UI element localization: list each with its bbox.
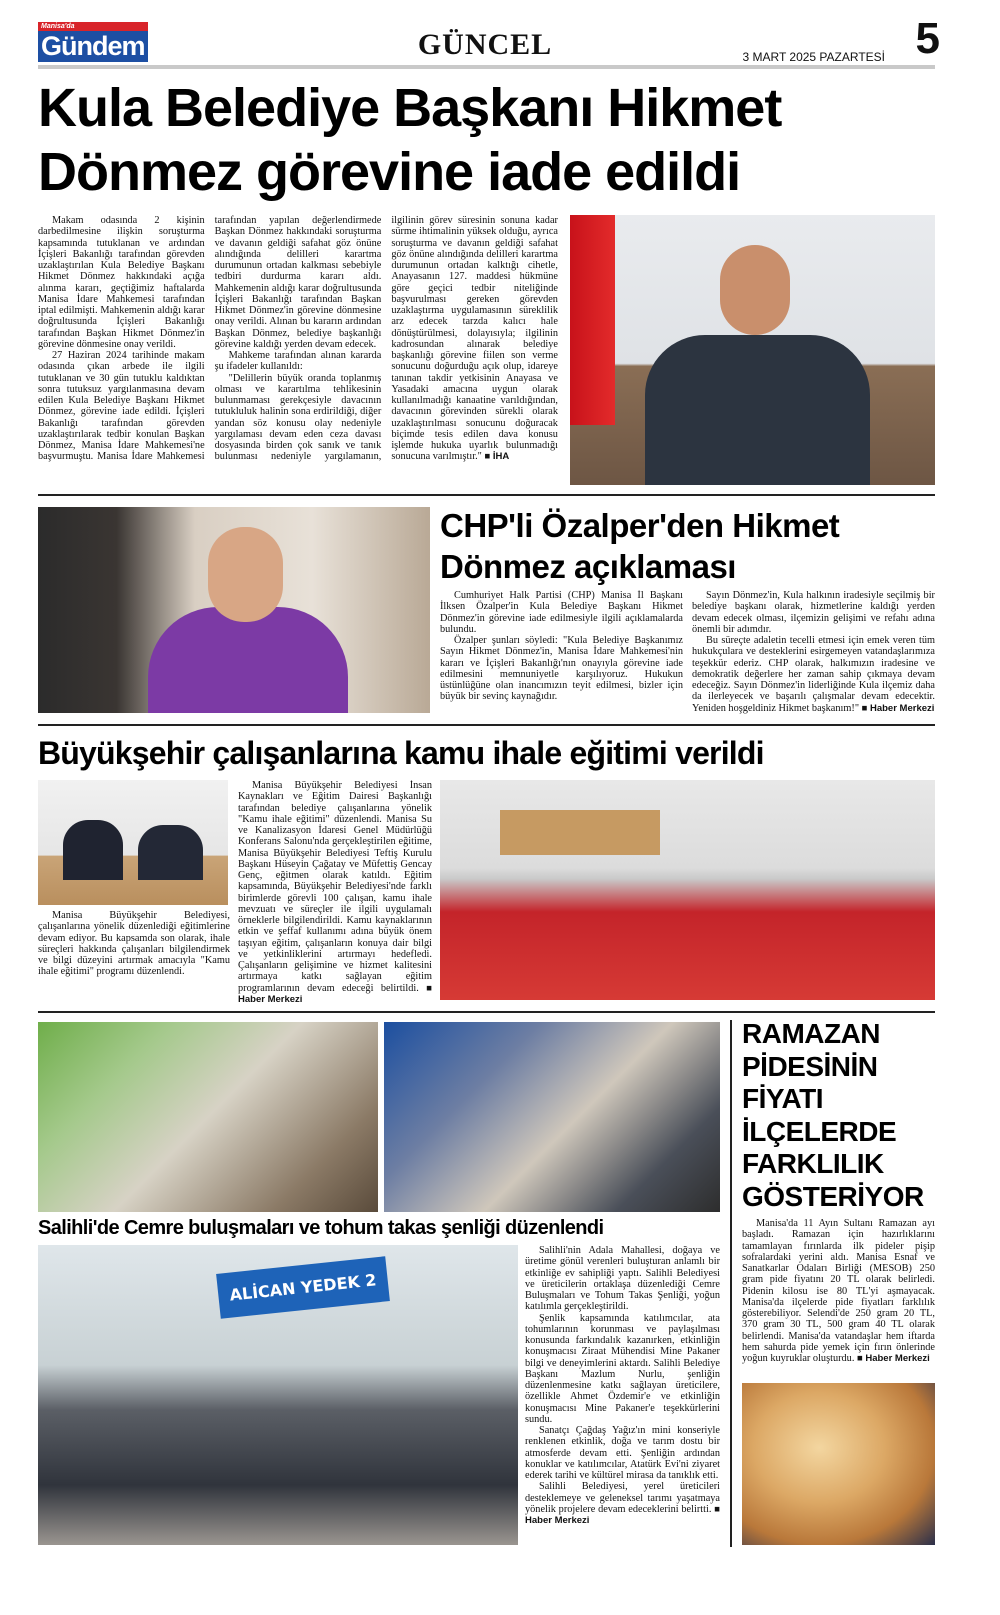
paragraph: Özalper şunları söyledi: "Kula Belediye Başkanımız Sayın Hikmet Dönmez'in, Manisa İdare Mahkemesi'nin kararı ve İçişleri Bakanlığı'nın onayıyla görevine iade edilmesini memnuniyetle karşılıyoruz. Hukukun üstünlüğüne olan inancımızın teyit edilmesi, bizler için büyük bir sevinç kaynağıdır. [440, 635, 683, 703]
panel-speakers-photo [38, 780, 228, 905]
divider [38, 1011, 935, 1013]
newspaper-logo [38, 22, 148, 62]
column-divider [730, 1020, 732, 1547]
paragraph: Manisa'da 11 Ayın Sultanı Ramazan ayı başladı. Ramazan için hazırlıklarını tamamlayan fırınlarda ilk pideler pişip sofralardaki yerini aldı. Manisa Esnaf ve Sanatkarlar Odaları Birliği (MESOB) 250 gram pide fiyatını 20 TL olarak belirledi. Pidenin kilosu ise 80 TL'yi aşmayacak. Manisa'da ilçelerde pide fiyatları farklılık gösterebiliyor. Selendi'de 250 gram 20 TL, 370 gram 30 TL, 500 gram 40 TL olarak belirlendi. Manisa'da vatandaşlar hem iftarda hem sahurda pide yemek için fırın önlerinde yoğun kuyruklar oluşturdu. ■ Haber Merkezi [742, 1218, 935, 1364]
paragraph: 27 Haziran 2024 tarihinde makam odasında çıkan arbede ile ilgili tutuklanan ve 30 gün tutuklu kaldıktan sonra tutuksuz yargılanmasına devam edilen Kula Belediye Başkanı Hikmet Dönmez, görevine iade edildi. İçişleri Bakanlığı tarafından görevden uzaklaştırılarak tedbir konulan Başkan Dönmez, Manisa İdare Mahkemesi'ne başvurmuştu. Manisa İdare Mahkemesi tarafından yapılan değerlendirmede Başkan Dönmez hakkındaki soruşturma ve davanın geldiği safahat göz önüne alındığında delilleri karartma durumunun ortadan kalkması sebebiyle tedbiri durdurma kararı aldı. Mahkemenin aldığı karar doğrultusunda İçişleri Bakanlığı tarafından Başkan Hikmet Dönmez'in görevine dönmesine onay verildi. Alınan bu kararın ardından Başkan Dönmez, belediye başkanlığı görevine kaldığı yerden devam edecek. [38, 215, 382, 463]
person-figure [148, 607, 348, 713]
paragraph: Salihli'nin Adala Mahallesi, doğaya ve üretime gönül verenleri buluşturan anlamlı bir etkinliğe ev sahipliği yaptı. Salihli Belediyesi ve üreticilerin ortaklaşa düzenlediği Cemre Buluşmaları ve Tohum Takas Şenliği, yoğun katılımla gerçekleştirildi. [525, 1245, 720, 1313]
pide-bread-photo [742, 1383, 935, 1545]
issue-date: 3 MART 2025 PAZARTESİ [742, 50, 885, 64]
mayor-photo [570, 215, 935, 485]
article5-body [742, 1218, 935, 1378]
article5-headline: RAMAZAN PİDESİNİN FİYATI İLÇELERDE FARKLILIK GÖSTERİYOR [742, 1018, 924, 1212]
article1-headline: Kula Belediye Başkanı Hikmet Dönmez görevine iade edildi [38, 78, 782, 202]
page-number: 5 [915, 14, 940, 63]
header-divider [38, 65, 935, 69]
source-tag: ■ Haber Merkezi [861, 702, 935, 714]
paragraph: Manisa Büyükşehir Belediyesi İnsan Kaynakları ve Eğitim Dairesi Başkanlığı tarafından belediye çalışanlarına yönelik "Kamu ihale eğitimi" düzenlendi. Manisa Su ve Kanalizasyon İdaresi Genel Müdürlüğü Konferans Salonu'nda gerçekleştirilen eğitime, Manisa Büyükşehir Belediyesi Teftiş Kurulu Başkanı Hüseyin Çağatay ve Müfettiş Gencay Genç, eğitmen olarak katıldı. Eğitim kapsamında, Büyükşehir Belediyesi'nde farklı birimlerde görevli 100 çalışan, kamu ihale mevzuatı ve süreçler ile ilgili uygulamalı örneklerle bilgilendirildi. Kamu kaynaklarının etkin ve şeffaf kullanımı adına büyük önem taşıyan eğitim, çalışanların konuya dair bilgi ve yetkinliklerini artırmayı hedefledi. Çalışanların gelişimine ve hizmet kalitesini artırmaya katkı sağlayan eğitim programlarının devam edeceği belirtildi. ■ Haber Merkezi [238, 780, 432, 1002]
source-tag: ■ Haber Merkezi [856, 1353, 930, 1364]
flag-image [570, 215, 615, 425]
source-tag: ■ Haber Merkezi [525, 1503, 720, 1526]
paragraph: Makam odasında 2 kişinin darbedilmesine ilişkin soruşturma kapsamında tutuklanan ve ardından İçişleri Bakanlığı tarafından görevden uzaklaştırılan Kula Belediye Başkanı Hikmet Dönmez hakkındaki açığa alınma kararı, geçtiğimiz haftalarda Manisa İdare Mahkemesi tarafından iptal edilmişti. Mahkemenin aldığı karar doğrultusunda İçişleri Bakanlığı tarafından Başkan Hikmet Dönmez'in görevine dönmesine onay verildi. [38, 215, 205, 350]
training-hall-photo [440, 780, 935, 1000]
paragraph: Salihli Belediyesi, yerel üreticileri desteklemeye ve geleneksel tarımı yaşatmaya yönelik projelere devam edeceklerini belirtti. ■ Haber Merkezi [525, 1481, 720, 1526]
person-figure [645, 335, 870, 485]
paragraph: Sayın Dönmez'in, Kula halkının iradesiyle seçilmiş bir belediye başkanı olarak, hizmetlerine kaldığı yerden devam edecek olması, ilçemizin gelişimi ve refahı adına önemli bir adımdır. [692, 590, 935, 635]
ozalper-photo [38, 507, 430, 713]
article3-body-col2 [238, 780, 432, 1002]
person-face [720, 245, 790, 335]
source-tag: ■ İHA [484, 451, 510, 463]
paragraph: Manisa Büyükşehir Belediyesi, çalışanlarına yönelik düzenlediği eğitimlerine devam ediyor. Bu kapsamda son olarak, ihale süreçleri hakkında çalışanları bilgilendirmek ve bilgi düzeyini artırmak amacıyla "Kamu ihale eğitimi" programı düzenlendi. [38, 910, 230, 978]
paragraph: Bu süreçte adaletin tecelli etmesi için emek veren tüm hukukçulara ve desteklerini esirgemeyen vatandaşlarımıza teşekkür ederiz. CHP olarak, halkımızın iradesine ve demokratik değerlere her zaman sahip çıkmaya devam edeceğiz. Sayın Dönmez'in liderliğinde Kula ilçemiz daha da ilerleyecek ve başarılı çalışmalar devam edecektir. Yeniden hoşgeldiniz Hikmet başkanım!" ■ Haber Merkezi [692, 635, 935, 714]
paragraph: Şenlik kapsamında katılımcılar, ata tohumlarının korunması ve paylaşılması konusunda farkındalık kazanırken, etkinliğin konuşmacısı Ziraat Mühendisi Mine Pakaner bilgi ve deneyimlerini aktardı. Salihli Belediye Başkanı Mazlum Nurlu, şenliğin düzenlenmesine katkı sağlayan üreticilere, özellikle Ahmet Özdemir'e ve etkinliğin konuşmacısı Mine Pakaner'e teşekkürlerini sundu. [525, 1312, 720, 1425]
article2-body [440, 590, 935, 716]
divider [38, 494, 935, 496]
article4-headline: Salihli'de Cemre buluşmaları ve tohum takas şenliği düzenlendi [38, 1217, 604, 1239]
paragraph: "Delillerin büyük oranda toplanmış olması ve karartılma tehlikesinin bulunmaması gerekçesiyle davacının tutukluluk halinin sona erdirildiği, diğer yandan söz konusu olay nedeniyle yargılaması devam eden ceza davası dosyasında birden çok sanık ve tanık bulunması nedeniyle yargılamanın, ilgilinin görev süresinin sonuna kadar sürme ihtimalinin yüksek olduğu, ayrıca soruşturma ve davanın geldiği safahat göz önüne alındığında delilleri karartma durumunun ortadan kalktığı cihetle, Anayasanın 127. maddesi hükmüne göre geçici tedbir niteliğinde başvurulması gereken görevden uzaklaştırma uygulamasının süreklilik arz edecek tarzda kalıcı hale dönüştürülmesi, dolayısıyla; ilgilinin kadrosundan alınarak belediye başkanlığı görevine fiilen son verme sonucunu doğurduğu açık olup, idareye tanınan takdir yetkisinin Anayasa ve Yasadaki amacına uygun olarak kullanılmadığı kanaatine varıldığından, davacının görevinden sürekli olarak uzaklaştırılması sonucunu doğuracak biçimde tesis edilen dava konusu işlemde hukuka uyarlık bulunmadığı sonucuna varılmıştır." ■ İHA [214, 215, 558, 463]
paragraph: Mahkeme tarafından alınan kararda şu ifadeler kullanıldı: [214, 350, 382, 373]
person-face [208, 527, 283, 622]
stage-desk [500, 810, 660, 855]
source-tag: ■ Haber Merkezi [238, 982, 432, 1002]
seed-exchange-photo [384, 1022, 720, 1212]
shop-banner: ALİCAN YEDEK 2 [216, 1256, 390, 1319]
article2-headline: CHP'li Özalper'den Hikmet Dönmez açıklaması [440, 507, 840, 585]
person-figure [63, 820, 123, 880]
logo-tagline: Manisa'da [41, 23, 75, 30]
paragraph: Cumhuriyet Halk Partisi (CHP) Manisa İl Başkanı İlksen Özalper'in Kula Belediye Başkanı Hikmet Dönmez'in görevine iade edilmesiyle ilgili açıklamalarda bulundu. [440, 590, 683, 635]
section-title: GÜNCEL [417, 28, 553, 61]
article4-body [525, 1245, 720, 1547]
article3-headline: Büyükşehir çalışanlarına kamu ihale eğitimi verildi [38, 735, 764, 771]
article1-body [38, 215, 558, 487]
market-stand-photo [38, 1022, 378, 1212]
divider [38, 724, 935, 726]
person-figure [138, 825, 203, 880]
logo-text: Gündem [41, 31, 145, 61]
article3-body-col1 [38, 910, 230, 1002]
group-photo [38, 1245, 518, 1545]
paragraph: Sanatçı Çağdaş Yağız'ın mini konseriyle renklenen etkinlik, doğa ve tarım dostu bir atmosferde devam etti. Şenliğin ardından konuklar ve katılımcılar, Atatürk Evi'ni ziyaret ederek tarihi ve kültürel mirasa da tanıklık etti. [525, 1425, 720, 1481]
